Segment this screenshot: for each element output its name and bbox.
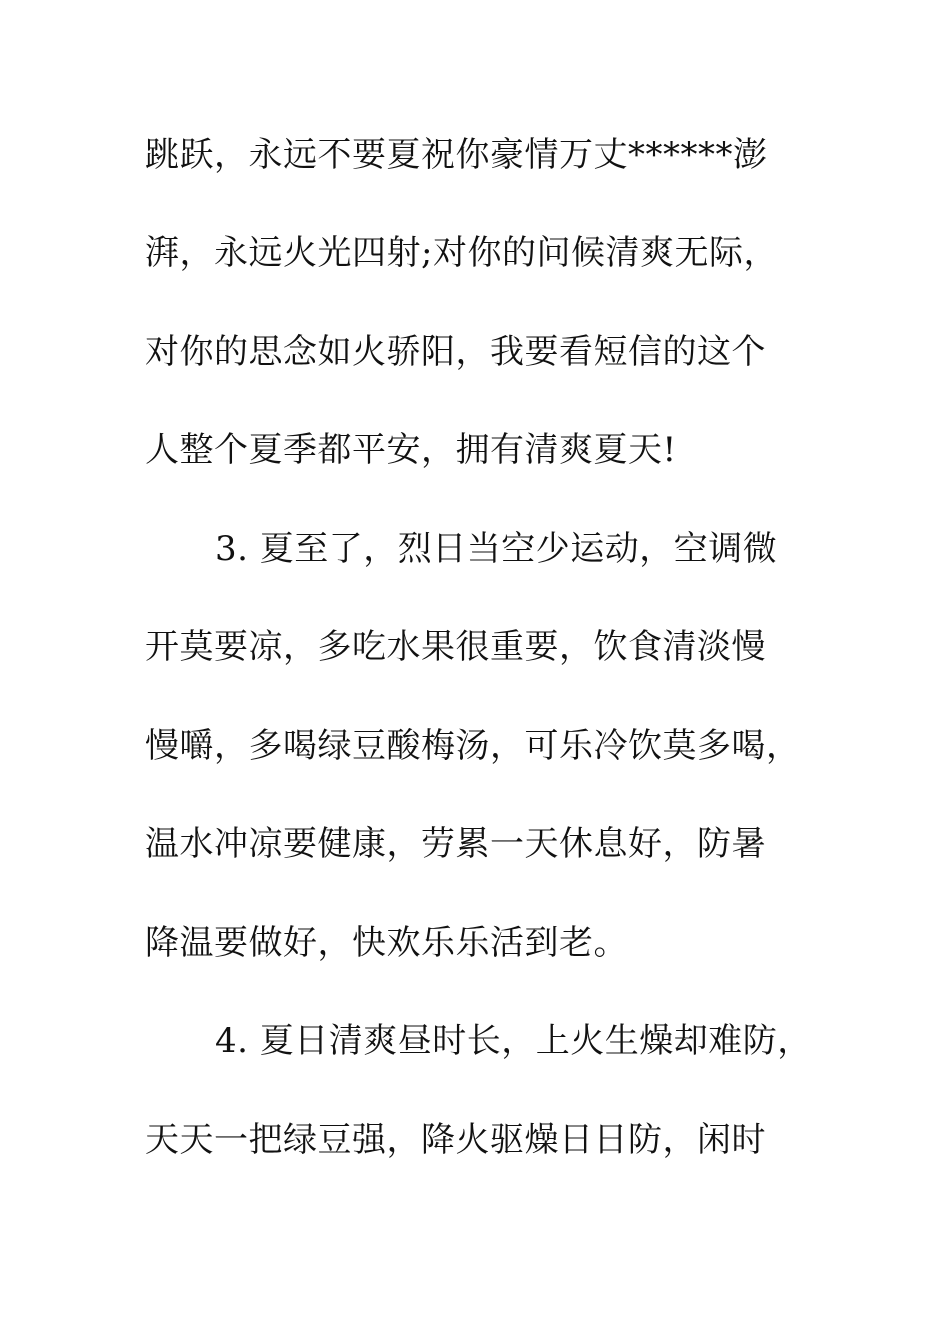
text-line-8: 温水冲凉要健康，劳累一天休息好，防暑	[145, 824, 766, 864]
text-line-2: 湃，永远火光四射;对你的问候清爽无际，	[145, 233, 778, 273]
text-line-1: 跳跃，永远不要夏祝你豪情万丈******澎	[145, 135, 768, 175]
text-line-9: 降温要做好，快欢乐乐活到老。	[145, 923, 628, 963]
text-line-11: 天天一把绿豆强，降火驱燥日日防，闲时	[145, 1120, 766, 1160]
text-line-7: 慢嚼，多喝绿豆酸梅汤，可乐冷饮莫多喝，	[145, 726, 801, 766]
paragraph-4-start: 4. 夏日清爽昼时长，上火生燥却难防，	[215, 1021, 812, 1061]
text-line-4: 人整个夏季都平安，拥有清爽夏天!	[145, 430, 677, 470]
text-line-3: 对你的思念如火骄阳，我要看短信的这个	[145, 332, 766, 372]
text-line-6: 开莫要凉，多吃水果很重要，饮食清淡慢	[145, 627, 766, 667]
paragraph-3-start: 3. 夏至了，烈日当空少运动，空调微	[215, 529, 778, 569]
